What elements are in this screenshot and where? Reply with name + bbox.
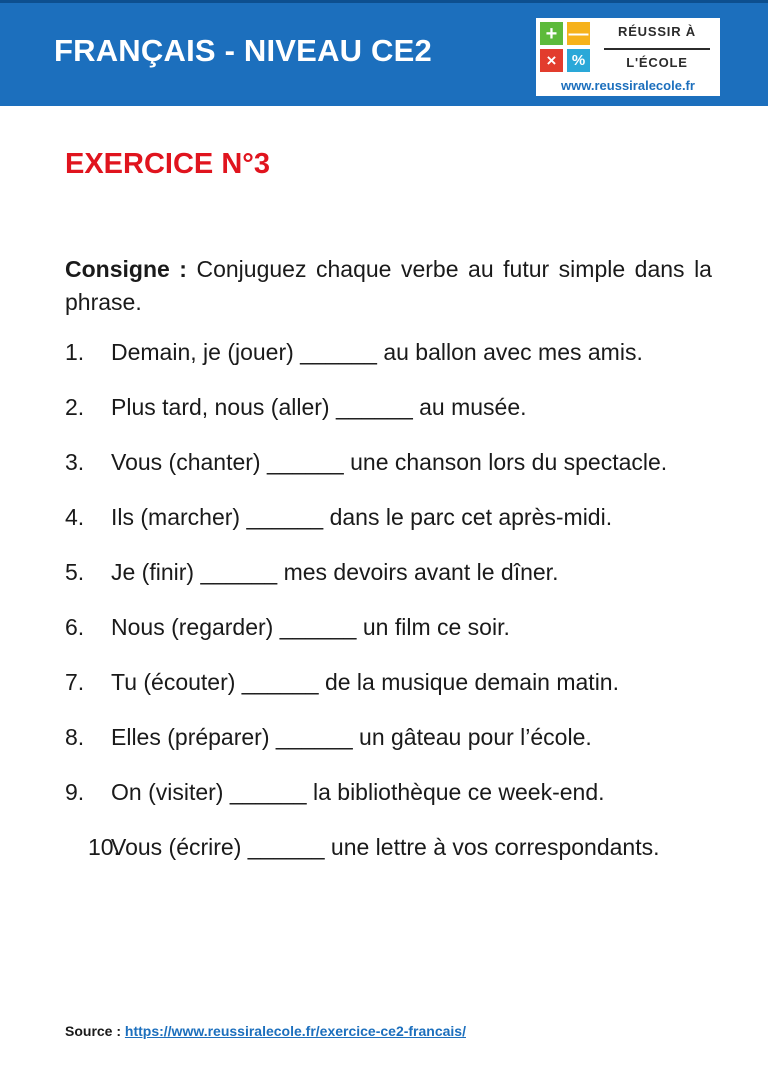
logo-text-line2: L'ÉCOLE <box>626 55 688 70</box>
header-title: FRANÇAIS - NIVEAU CE2 <box>54 33 432 68</box>
item-number: 6. <box>65 614 85 640</box>
instruction-text: Conjuguez chaque verbe au futur simple dans la phrase. <box>65 256 712 315</box>
list-item <box>65 660 712 704</box>
logo-url: www.reussiralecole.fr <box>561 78 695 93</box>
item-number: 10. <box>88 834 120 860</box>
item-text: Plus tard, nous (aller) ______ au musée. <box>111 394 527 420</box>
item-text: Ils (marcher) ______ dans le parc cet après-midi. <box>111 504 613 530</box>
list-item <box>65 825 712 869</box>
item-number: 2. <box>65 394 85 420</box>
times-icon: × <box>540 49 563 72</box>
source-label: Source : <box>65 1023 125 1039</box>
item-text: Vous (chanter) ______ une chanson lors du spectacle. <box>111 449 668 475</box>
site-logo[interactable] <box>536 18 720 96</box>
list-item <box>65 715 712 759</box>
plus-icon: + <box>540 22 563 45</box>
minus-icon: — <box>568 22 589 45</box>
source-footer <box>65 1023 466 1039</box>
item-text: On (visiter) ______ la bibliothèque ce week-end. <box>111 779 605 805</box>
exercise-title: EXERCICE N°3 <box>65 148 270 180</box>
item-number: 1. <box>65 339 85 365</box>
item-number: 8. <box>65 724 85 750</box>
list-item <box>65 605 712 649</box>
item-text: Vous (écrire) ______ une lettre à vos correspondants. <box>111 834 660 860</box>
item-text: Demain, je (jouer) ______ au ballon avec mes amis. <box>111 339 643 365</box>
item-number: 5. <box>65 559 85 585</box>
logo-divider <box>604 48 710 50</box>
item-text: Tu (écouter) ______ de la musique demain matin. <box>111 669 619 695</box>
source-link[interactable]: https://www.reussiralecole.fr/exercice-ce2-francais/ <box>124 1023 466 1039</box>
item-number: 9. <box>65 779 85 805</box>
instruction-label: Consigne : <box>65 256 187 282</box>
page-header <box>0 0 768 106</box>
instruction <box>65 253 712 319</box>
list-item <box>65 385 712 429</box>
list-item <box>65 770 712 814</box>
logo-text-line1: RÉUSSIR À <box>618 24 696 39</box>
list-item <box>65 550 712 594</box>
list-item <box>65 440 712 484</box>
item-text: Nous (regarder) ______ un film ce soir. <box>111 614 510 640</box>
list-item <box>65 330 712 374</box>
item-number: 4. <box>65 504 85 530</box>
item-text: Je (finir) ______ mes devoirs avant le dîner. <box>111 559 559 585</box>
list-item <box>65 495 712 539</box>
item-text: Elles (préparer) ______ un gâteau pour l’école. <box>111 724 592 750</box>
item-number: 7. <box>65 669 85 695</box>
percent-icon: % <box>567 49 590 72</box>
item-number: 3. <box>65 449 85 475</box>
exercise-list <box>65 330 712 880</box>
